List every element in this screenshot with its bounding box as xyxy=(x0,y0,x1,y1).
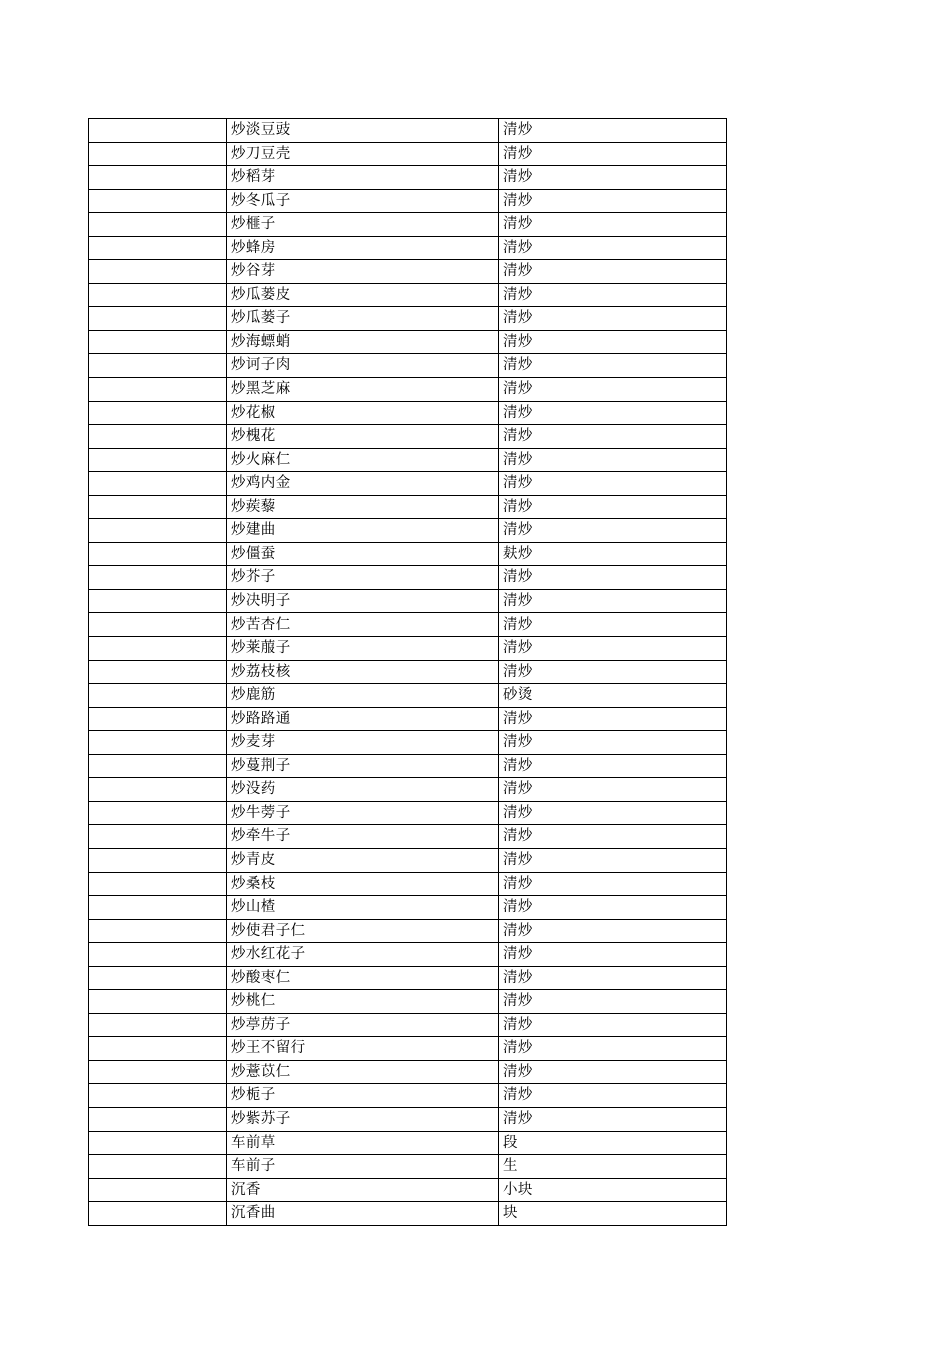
cell-index xyxy=(89,213,227,237)
cell-herb-name: 车前子 xyxy=(227,1155,499,1179)
cell-herb-name: 炒牵牛子 xyxy=(227,825,499,849)
cell-index xyxy=(89,519,227,543)
cell-processing-method: 段 xyxy=(499,1131,727,1155)
cell-index xyxy=(89,1037,227,1061)
cell-index xyxy=(89,613,227,637)
table-row xyxy=(89,1202,727,1226)
cell-index xyxy=(89,283,227,307)
cell-herb-name: 炒决明子 xyxy=(227,589,499,613)
cell-processing-method: 清炒 xyxy=(499,307,727,331)
cell-processing-method: 清炒 xyxy=(499,472,727,496)
cell-herb-name: 炒谷芽 xyxy=(227,260,499,284)
cell-index xyxy=(89,1107,227,1131)
cell-index xyxy=(89,589,227,613)
table-row xyxy=(89,872,727,896)
table-row xyxy=(89,307,727,331)
cell-herb-name: 炒僵蚕 xyxy=(227,542,499,566)
cell-index xyxy=(89,142,227,166)
cell-herb-name: 炒冬瓜子 xyxy=(227,189,499,213)
cell-processing-method: 清炒 xyxy=(499,707,727,731)
table-row xyxy=(89,754,727,778)
cell-herb-name: 炒麦芽 xyxy=(227,731,499,755)
cell-index xyxy=(89,778,227,802)
cell-processing-method: 清炒 xyxy=(499,566,727,590)
table-row xyxy=(89,589,727,613)
cell-herb-name: 炒牛蒡子 xyxy=(227,801,499,825)
cell-herb-name: 炒蔓荆子 xyxy=(227,754,499,778)
table-row xyxy=(89,283,727,307)
cell-herb-name: 炒使君子仁 xyxy=(227,919,499,943)
cell-processing-method: 清炒 xyxy=(499,330,727,354)
cell-processing-method: 清炒 xyxy=(499,283,727,307)
cell-processing-method: 清炒 xyxy=(499,943,727,967)
cell-index xyxy=(89,754,227,778)
table-row xyxy=(89,1107,727,1131)
cell-herb-name: 车前草 xyxy=(227,1131,499,1155)
table-row xyxy=(89,566,727,590)
herb-processing-table xyxy=(88,118,727,1226)
cell-processing-method: 清炒 xyxy=(499,448,727,472)
table-row xyxy=(89,378,727,402)
cell-herb-name: 炒蜂房 xyxy=(227,236,499,260)
table-row xyxy=(89,731,727,755)
cell-index xyxy=(89,542,227,566)
cell-herb-name: 炒酸枣仁 xyxy=(227,966,499,990)
cell-processing-method: 清炒 xyxy=(499,213,727,237)
cell-herb-name: 炒栀子 xyxy=(227,1084,499,1108)
cell-herb-name: 炒莱菔子 xyxy=(227,637,499,661)
cell-herb-name: 炒没药 xyxy=(227,778,499,802)
cell-index xyxy=(89,307,227,331)
cell-processing-method: 清炒 xyxy=(499,919,727,943)
table-row xyxy=(89,542,727,566)
cell-processing-method: 清炒 xyxy=(499,731,727,755)
table-row xyxy=(89,613,727,637)
table-row xyxy=(89,519,727,543)
cell-index xyxy=(89,495,227,519)
table-row xyxy=(89,919,727,943)
cell-herb-name: 沉香 xyxy=(227,1178,499,1202)
cell-index xyxy=(89,1155,227,1179)
cell-processing-method: 清炒 xyxy=(499,166,727,190)
table-row xyxy=(89,966,727,990)
cell-index xyxy=(89,801,227,825)
cell-processing-method: 清炒 xyxy=(499,825,727,849)
cell-herb-name: 炒稻芽 xyxy=(227,166,499,190)
table-row xyxy=(89,1037,727,1061)
cell-herb-name: 炒火麻仁 xyxy=(227,448,499,472)
cell-index xyxy=(89,825,227,849)
cell-index xyxy=(89,990,227,1014)
cell-processing-method: 清炒 xyxy=(499,236,727,260)
cell-index xyxy=(89,472,227,496)
cell-herb-name: 炒蒺藜 xyxy=(227,495,499,519)
cell-index xyxy=(89,1178,227,1202)
cell-processing-method: 生 xyxy=(499,1155,727,1179)
cell-index xyxy=(89,378,227,402)
cell-index xyxy=(89,896,227,920)
cell-processing-method: 清炒 xyxy=(499,589,727,613)
cell-index xyxy=(89,1013,227,1037)
cell-index xyxy=(89,660,227,684)
cell-index xyxy=(89,1131,227,1155)
cell-herb-name: 炒葶苈子 xyxy=(227,1013,499,1037)
cell-processing-method: 清炒 xyxy=(499,189,727,213)
cell-processing-method: 清炒 xyxy=(499,1084,727,1108)
cell-index xyxy=(89,684,227,708)
cell-processing-method: 清炒 xyxy=(499,378,727,402)
table-row xyxy=(89,401,727,425)
table-row xyxy=(89,260,727,284)
cell-herb-name: 炒薏苡仁 xyxy=(227,1060,499,1084)
cell-processing-method: 清炒 xyxy=(499,754,727,778)
cell-herb-name: 炒瓜蒌子 xyxy=(227,307,499,331)
cell-processing-method: 块 xyxy=(499,1202,727,1226)
cell-processing-method: 清炒 xyxy=(499,119,727,143)
cell-index xyxy=(89,425,227,449)
cell-index xyxy=(89,707,227,731)
cell-herb-name: 炒苦杏仁 xyxy=(227,613,499,637)
table-row xyxy=(89,1060,727,1084)
cell-index xyxy=(89,236,227,260)
cell-index xyxy=(89,330,227,354)
cell-index xyxy=(89,731,227,755)
table-row xyxy=(89,637,727,661)
table-body xyxy=(89,119,727,1226)
cell-index xyxy=(89,448,227,472)
cell-herb-name: 炒瓜蒌皮 xyxy=(227,283,499,307)
cell-processing-method: 砂烫 xyxy=(499,684,727,708)
cell-processing-method: 清炒 xyxy=(499,778,727,802)
cell-processing-method: 清炒 xyxy=(499,1037,727,1061)
cell-processing-method: 清炒 xyxy=(499,495,727,519)
cell-processing-method: 清炒 xyxy=(499,1060,727,1084)
table-row xyxy=(89,825,727,849)
cell-processing-method: 清炒 xyxy=(499,519,727,543)
cell-index xyxy=(89,919,227,943)
cell-index xyxy=(89,260,227,284)
cell-processing-method: 清炒 xyxy=(499,966,727,990)
cell-index xyxy=(89,1202,227,1226)
cell-herb-name: 炒水红花子 xyxy=(227,943,499,967)
cell-index xyxy=(89,1084,227,1108)
table-row xyxy=(89,707,727,731)
cell-processing-method: 麸炒 xyxy=(499,542,727,566)
cell-herb-name: 炒王不留行 xyxy=(227,1037,499,1061)
cell-herb-name: 炒槐花 xyxy=(227,425,499,449)
cell-herb-name: 炒刀豆壳 xyxy=(227,142,499,166)
cell-herb-name: 炒路路通 xyxy=(227,707,499,731)
table-row xyxy=(89,1155,727,1179)
cell-index xyxy=(89,966,227,990)
table-row xyxy=(89,660,727,684)
table-row xyxy=(89,990,727,1014)
cell-herb-name: 炒诃子肉 xyxy=(227,354,499,378)
table-row xyxy=(89,896,727,920)
table-row xyxy=(89,354,727,378)
cell-herb-name: 炒淡豆豉 xyxy=(227,119,499,143)
cell-herb-name: 炒黑芝麻 xyxy=(227,378,499,402)
cell-processing-method: 清炒 xyxy=(499,896,727,920)
cell-processing-method: 清炒 xyxy=(499,401,727,425)
cell-processing-method: 清炒 xyxy=(499,990,727,1014)
cell-herb-name: 炒桑枝 xyxy=(227,872,499,896)
table-row xyxy=(89,684,727,708)
cell-herb-name: 炒山楂 xyxy=(227,896,499,920)
cell-herb-name: 炒桃仁 xyxy=(227,990,499,1014)
cell-herb-name: 炒紫苏子 xyxy=(227,1107,499,1131)
cell-herb-name: 炒花椒 xyxy=(227,401,499,425)
cell-herb-name: 沉香曲 xyxy=(227,1202,499,1226)
cell-processing-method: 清炒 xyxy=(499,848,727,872)
cell-herb-name: 炒建曲 xyxy=(227,519,499,543)
cell-herb-name: 炒青皮 xyxy=(227,848,499,872)
table-row xyxy=(89,119,727,143)
table-row xyxy=(89,943,727,967)
cell-processing-method: 清炒 xyxy=(499,1107,727,1131)
cell-processing-method: 清炒 xyxy=(499,637,727,661)
cell-processing-method: 清炒 xyxy=(499,1013,727,1037)
cell-herb-name: 炒榧子 xyxy=(227,213,499,237)
table-row xyxy=(89,189,727,213)
cell-processing-method: 清炒 xyxy=(499,872,727,896)
table-row xyxy=(89,330,727,354)
table-row xyxy=(89,142,727,166)
table-container xyxy=(88,118,726,1226)
cell-index xyxy=(89,637,227,661)
cell-processing-method: 清炒 xyxy=(499,260,727,284)
cell-index xyxy=(89,354,227,378)
cell-index xyxy=(89,943,227,967)
table-row xyxy=(89,166,727,190)
table-row xyxy=(89,448,727,472)
cell-index xyxy=(89,1060,227,1084)
table-row xyxy=(89,801,727,825)
cell-index xyxy=(89,166,227,190)
table-row xyxy=(89,236,727,260)
cell-processing-method: 清炒 xyxy=(499,613,727,637)
cell-herb-name: 炒海螵蛸 xyxy=(227,330,499,354)
table-row xyxy=(89,495,727,519)
table-row xyxy=(89,848,727,872)
cell-herb-name: 炒鸡内金 xyxy=(227,472,499,496)
table-row xyxy=(89,1178,727,1202)
cell-processing-method: 清炒 xyxy=(499,660,727,684)
cell-processing-method: 清炒 xyxy=(499,354,727,378)
cell-index xyxy=(89,401,227,425)
table-row xyxy=(89,213,727,237)
cell-index xyxy=(89,119,227,143)
cell-processing-method: 清炒 xyxy=(499,801,727,825)
table-row xyxy=(89,472,727,496)
cell-herb-name: 炒芥子 xyxy=(227,566,499,590)
table-row xyxy=(89,778,727,802)
cell-processing-method: 小块 xyxy=(499,1178,727,1202)
table-row xyxy=(89,1084,727,1108)
cell-index xyxy=(89,189,227,213)
table-row xyxy=(89,1013,727,1037)
cell-index xyxy=(89,566,227,590)
cell-herb-name: 炒荔枝核 xyxy=(227,660,499,684)
cell-processing-method: 清炒 xyxy=(499,142,727,166)
cell-processing-method: 清炒 xyxy=(499,425,727,449)
cell-herb-name: 炒鹿筋 xyxy=(227,684,499,708)
table-row xyxy=(89,1131,727,1155)
cell-index xyxy=(89,872,227,896)
table-row xyxy=(89,425,727,449)
cell-index xyxy=(89,848,227,872)
